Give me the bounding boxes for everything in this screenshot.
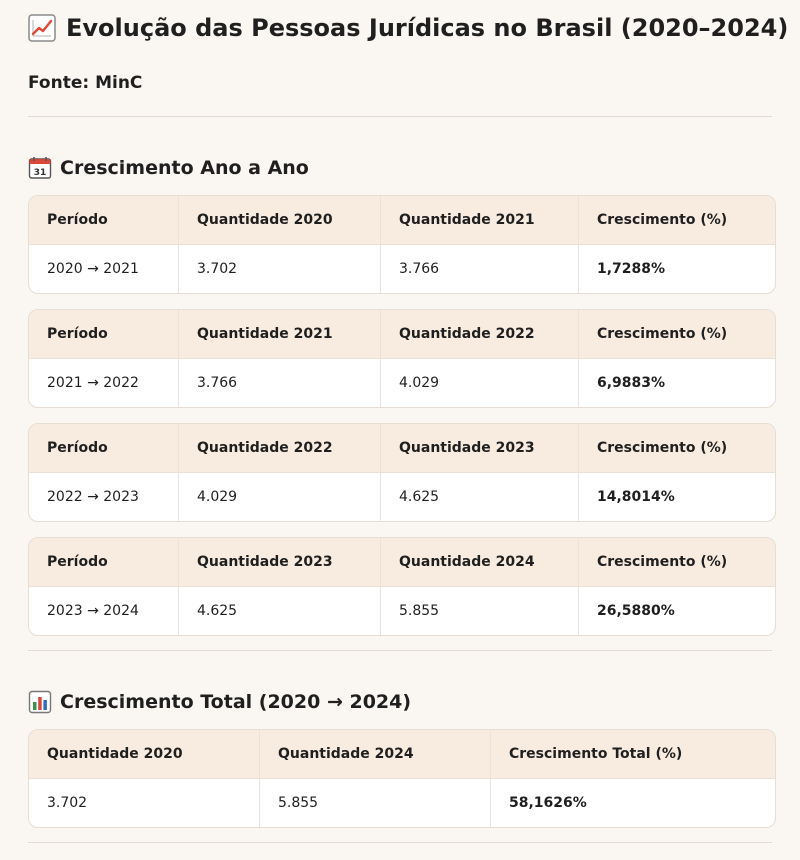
quantity-cell: 3.702 <box>179 245 381 293</box>
header-cell: Crescimento (%) <box>597 326 728 342</box>
header-cell: Crescimento (%) <box>597 440 728 456</box>
period-cell: 2021 → 2022 <box>29 359 179 407</box>
header-cell: Quantidade 2021 <box>381 196 579 244</box>
calendar-icon <box>28 156 52 180</box>
header-cell: Período <box>29 424 179 472</box>
growth-cell: 14,8014% <box>597 489 675 505</box>
bar-chart-icon <box>28 690 52 714</box>
header-cell: Quantidade 2021 <box>179 310 381 358</box>
header-cell: Quantidade 2024 <box>381 538 579 586</box>
table-header-row <box>29 730 775 779</box>
yoy-table-2023-2024 <box>28 537 776 636</box>
yoy-table-2020-2021 <box>28 195 776 294</box>
quantity-cell: 5.855 <box>260 779 491 827</box>
page-title <box>28 0 789 44</box>
yoy-table-2021-2022 <box>28 309 776 408</box>
quantity-cell: 4.029 <box>381 359 579 407</box>
header-cell: Período <box>29 538 179 586</box>
header-cell: Quantidade 2020 <box>29 730 260 778</box>
total-growth-cell: 58,1626% <box>509 795 587 811</box>
section-title-total-text: Crescimento Total (2020 → 2024) <box>60 691 412 713</box>
quantity-cell: 4.625 <box>381 473 579 521</box>
header-cell: Quantidade 2020 <box>179 196 381 244</box>
quantity-cell: 4.029 <box>179 473 381 521</box>
svg-text:31: 31 <box>33 168 47 178</box>
table-header-row <box>29 424 775 473</box>
total-growth-table <box>28 729 776 828</box>
quantity-cell: 3.766 <box>381 245 579 293</box>
header-cell: Crescimento (%) <box>597 212 728 228</box>
table-row <box>29 473 775 521</box>
section-title-yoy-text: Crescimento Ano a Ano <box>60 157 309 179</box>
quantity-cell: 3.766 <box>179 359 381 407</box>
period-cell: 2020 → 2021 <box>29 245 179 293</box>
growth-cell: 26,5880% <box>597 603 675 619</box>
growth-cell: 1,7288% <box>597 261 666 277</box>
header-cell: Quantidade 2022 <box>381 310 579 358</box>
header-cell: Quantidade 2023 <box>179 538 381 586</box>
yoy-tables <box>28 195 772 636</box>
table-header-row <box>29 310 775 359</box>
divider <box>28 116 772 117</box>
table-row <box>29 779 775 827</box>
table-header-row <box>29 196 775 245</box>
table-row <box>29 587 775 635</box>
table-row <box>29 245 775 293</box>
divider <box>28 842 772 843</box>
chart-increasing-icon <box>28 14 56 42</box>
header-cell: Crescimento Total (%) <box>509 746 683 762</box>
yoy-table-2022-2023 <box>28 423 776 522</box>
source-label: Fonte: MinC <box>28 73 143 93</box>
header-cell: Quantidade 2023 <box>381 424 579 472</box>
page-title-text: Evolução das Pessoas Jurídicas no Brasil (2020–2024) <box>66 14 789 42</box>
total-tables <box>28 729 772 828</box>
growth-cell: 6,9883% <box>597 375 666 391</box>
table-header-row <box>29 538 775 587</box>
divider <box>28 650 772 651</box>
quantity-cell: 3.702 <box>29 779 260 827</box>
section-title-total <box>28 689 772 715</box>
header-cell: Crescimento (%) <box>597 554 728 570</box>
quantity-cell: 4.625 <box>179 587 381 635</box>
header-cell: Período <box>29 196 179 244</box>
header-cell: Período <box>29 310 179 358</box>
header-cell: Quantidade 2024 <box>260 730 491 778</box>
header-cell: Quantidade 2022 <box>179 424 381 472</box>
quantity-cell: 5.855 <box>381 587 579 635</box>
period-cell: 2023 → 2024 <box>29 587 179 635</box>
table-row <box>29 359 775 407</box>
period-cell: 2022 → 2023 <box>29 473 179 521</box>
section-title-yoy <box>28 155 772 181</box>
